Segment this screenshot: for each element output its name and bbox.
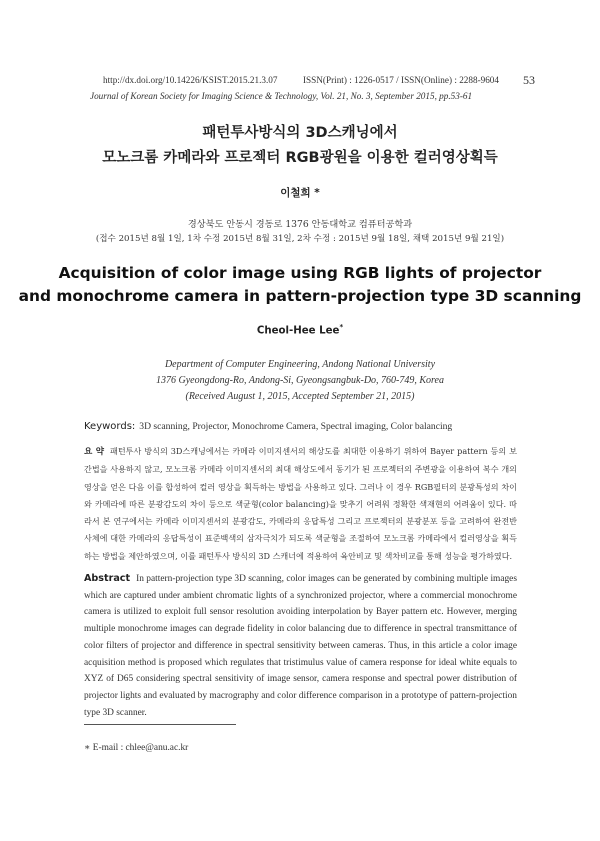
journal-line: Journal of Korean Society for Imaging Science & Technology, Vol. 21, No. 3, September 2015, pp.53-61 xyxy=(90,91,473,101)
affiliation-en-address: 1376 Gyeongdong-Ro, Andong-Si, Gyeongsangbuk-Do, 760-749, Korea xyxy=(155,375,444,386)
footnote-rule xyxy=(84,724,236,725)
abstract-kr xyxy=(84,443,517,565)
affiliation-en-dates: (Received August 1, 2015, Accepted September 21, 2015) xyxy=(185,391,415,402)
author-en xyxy=(0,323,600,336)
author-en-mark: * xyxy=(339,323,344,331)
title-kr-line2: 모노크롬 카메라와 프로젝터 RGB광원을 이용한 컬러영상획득 xyxy=(102,150,498,166)
keywords xyxy=(84,416,452,434)
abstract-kr-text: 패턴투사 방식의 3D스캐닝에서는 카메라 이미지센서의 해상도를 최대한 이용하기 위하여 Bayer pattern 등의 보간법을 사용하지 않고, 모노크롬 카메라 이미지센서의 최대 해상도에서 동기가 된 프로젝터의 주변광을 이용하여 복수 개의 영상을 얻은 다음 이를 합성하여 컬러 영상을 획득하는 방법을 사용하고 있다. 그러나 이 경우 RGB필터의 분광특성의 차이와 카메라에 따른 분광감도의 차이 등으로 색균형(color balancing)을 맞추기 어려워 정확한 색재현의 어려움이 있다. 따라서 본 연구에서는 카메라 이미지센서의 분광감도, 카메라의 응답특성 그리고 프로젝터의 분광분포 등을 고려하여 완전반사체에 대한 카메라의 응답특성이 표준백색의 삼자극치가 되도록 색균형을 조절하여 모노크롬 카메라에서 컬러영상을 획득하는 방법을 제안하였으며, 이를 패턴투사 방식의 3D 스캐너에 적용하여 육안비교 및 색차비교를 통해 성능을 평가하였다. xyxy=(84,446,517,561)
keywords-label: Keywords: xyxy=(84,421,136,432)
affiliation-en-dept: Department of Computer Engineering, Andong National University xyxy=(164,359,436,370)
author-kr: 이철희 * xyxy=(280,187,320,199)
abstract-en-label: Abstract xyxy=(84,573,131,584)
title-en-line1: Acquisition of color image using RGB lights of projector xyxy=(58,264,542,282)
footnote-email: ∗ E-mail : chlee@anu.ac.kr xyxy=(84,743,189,753)
page-number: 53 xyxy=(523,73,535,87)
affiliation-kr-address: 경상북도 안동시 경동로 1376 안동대학교 컴퓨터공학과 xyxy=(187,219,413,230)
issn-text: ISSN(Print) : 1226-0517 / ISSN(Online) : 2288-9604 xyxy=(303,75,499,85)
doi-link[interactable]: http://dx.doi.org/10.14226/KSIST.2015.21.3.07 xyxy=(103,75,278,85)
abstract-en xyxy=(84,571,517,721)
author-en-name: Cheol-Hee Lee xyxy=(256,325,340,337)
affiliation-kr-dates: (접수 2015년 8월 1일, 1차 수정 2015년 8월 31일, 2차 수정 : 2015년 9월 18일, 채택 2015년 9월 21일) xyxy=(95,234,505,244)
abstract-kr-label: 요 약 xyxy=(84,447,105,457)
title-en-line2: and monochrome camera in pattern-projection type 3D scanning xyxy=(18,287,582,305)
title-kr-line1: 패턴투사방식의 3D스캐닝에서 xyxy=(202,125,398,141)
keywords-text: 3D scanning, Projector, Monochrome Camera, Spectral imaging, Color balancing xyxy=(139,421,453,432)
abstract-en-text: In pattern-projection type 3D scanning, color images can be generated by combining multiple images which are captured under ambient chromatic lights of a synchronized projector, where a commercial monochrome camera is utilized to exploit full sensor resolution avoiding interpolation by Bayer pattern etc. However, merging multiple monochrome images can degrade fidelity in color balancing due to difference in spectral transmittance of color filters of projector and difference in spectral sensitivity between cameras. Thus, in this article a color image acquisition method is proposed which regulates that tristimulus value of camera response for ideal white equals to XYZ of D65 considering spectral sensitivity of image sensor, camera response and spectral power distribution of projector lights and evaluated by macrography and color difference comparison in a prototype of pattern-projection type 3D scanner. xyxy=(84,574,517,718)
